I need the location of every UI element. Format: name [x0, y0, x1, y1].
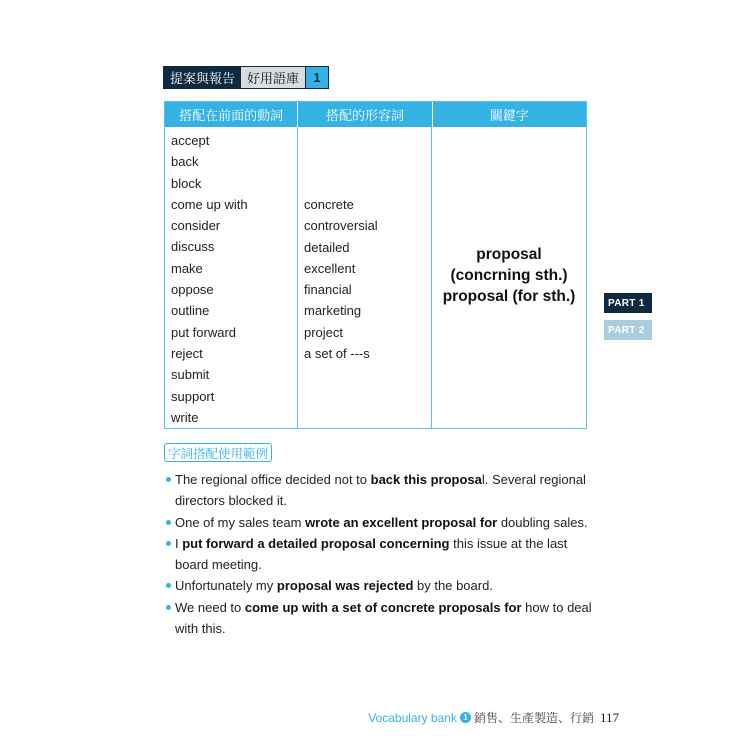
adjective-item: marketing [304, 303, 362, 319]
adjective-item: financial [304, 282, 352, 298]
adjective-item: detailed [304, 239, 350, 255]
verb-item: write [171, 409, 199, 425]
adjective-item: controversial [304, 218, 378, 234]
verb-item: come up with [171, 196, 248, 212]
example-item [164, 597, 594, 640]
part-1-tab: PART 1 [604, 293, 652, 313]
keyword-block [432, 127, 586, 428]
example-item [164, 533, 594, 576]
example-item [164, 512, 594, 533]
example-text: doubling sales. [497, 514, 588, 530]
verbs-column [165, 127, 298, 428]
footer-title-zh: 銷售、生產製造、行銷 [473, 711, 594, 725]
bullet-icon [166, 605, 171, 610]
bullet-icon [166, 583, 171, 588]
page-footer [368, 709, 619, 726]
example-bold: proposal was rejected [276, 578, 414, 594]
header-verbs: 搭配在前面的動詞 [165, 102, 298, 127]
keyword-line: proposal [476, 245, 542, 263]
verb-item: outline [171, 303, 210, 319]
adjectives-column [298, 127, 432, 428]
table-header-row [165, 102, 586, 127]
example-item [164, 469, 594, 512]
example-text: We need to [175, 599, 245, 615]
verb-item: back [171, 154, 199, 170]
bullet-icon [166, 520, 171, 525]
adjective-item: excellent [304, 260, 356, 276]
verb-item: oppose [171, 282, 214, 298]
example-text: One of my sales team [175, 514, 306, 530]
table-body [165, 127, 586, 428]
example-bold: put forward a detailed proposal concerning [182, 535, 450, 551]
header-adjectives: 搭配的形容詞 [298, 102, 432, 127]
verb-item: consider [171, 218, 221, 234]
collocation-table [164, 101, 587, 429]
verb-item: block [171, 175, 202, 191]
example-text: how to deal with this. [175, 599, 592, 637]
example-bold: back this proposa [370, 472, 482, 487]
example-text: this issue at the last board meeting. [175, 535, 568, 573]
verb-item: support [171, 388, 215, 404]
example-text: I [175, 535, 183, 551]
verb-item: make [171, 260, 203, 276]
subsection-title: 好用語庫 [241, 67, 305, 88]
example-bold: wrote an excellent proposal for [305, 514, 498, 530]
section-title: 提案與報告 [164, 67, 241, 88]
example-text: Unfortunately my [175, 578, 277, 594]
page-number: 117 [599, 709, 619, 725]
verb-item: reject [171, 345, 203, 361]
example-text: The regional office decided not to [175, 472, 371, 487]
bullet-icon [166, 477, 171, 482]
keywords-column [432, 127, 586, 428]
part-tabs [604, 293, 652, 340]
footer-title-en: Vocabulary bank [368, 710, 457, 725]
bullet-icon [166, 541, 171, 546]
footer-number-icon: 1 [460, 712, 471, 723]
keyword-line: (concrning sth.) [450, 266, 568, 284]
examples-list [164, 469, 594, 639]
header-keywords: 關鍵字 [489, 108, 529, 123]
example-item [164, 575, 594, 596]
adjective-item: concrete [304, 197, 354, 212]
verb-item: submit [171, 367, 210, 383]
example-text: l. Several regional directors blocked it. [175, 472, 586, 509]
verb-item: discuss [171, 239, 215, 255]
section-number: 1 [305, 67, 328, 88]
verb-item: put forward [171, 324, 237, 340]
adjective-item: a set of ---s [304, 346, 370, 362]
verb-item: accept [171, 133, 210, 148]
adjective-item: project [304, 324, 344, 340]
example-text: by the board. [413, 578, 493, 594]
part-2-tab: PART 2 [604, 320, 652, 340]
example-bold: come up with a set of concrete proposals for [244, 599, 522, 615]
examples-label: 字詞搭配使用範例 [164, 443, 272, 462]
keyword-line: proposal (for sth.) [442, 287, 576, 305]
section-header [163, 66, 329, 89]
